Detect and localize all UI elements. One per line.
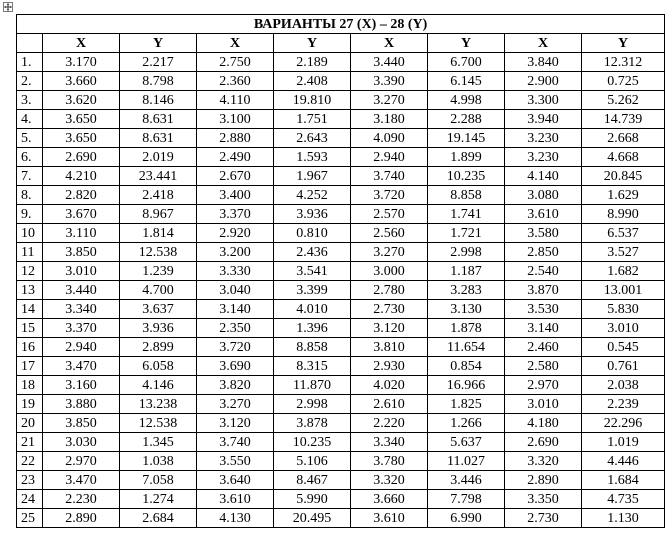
table-row <box>17 433 665 452</box>
x-value-cell: 2.730 <box>505 509 582 528</box>
x-value-cell: 2.570 <box>351 205 428 224</box>
y-value-cell: 7.058 <box>120 471 197 490</box>
x-value-cell: 3.180 <box>351 110 428 129</box>
table-row <box>17 148 665 167</box>
y-value-cell: 1.239 <box>120 262 197 281</box>
y-value-cell: 4.998 <box>428 91 505 110</box>
x-value-cell: 3.340 <box>351 433 428 452</box>
y-value-cell: 2.668 <box>582 129 665 148</box>
x-value-cell: 3.230 <box>505 148 582 167</box>
y-value-cell: 5.830 <box>582 300 665 319</box>
table-row <box>17 357 665 376</box>
y-value-cell: 6.537 <box>582 224 665 243</box>
y-value-cell: 5.262 <box>582 91 665 110</box>
x-value-cell: 3.030 <box>43 433 120 452</box>
x-value-cell: 3.580 <box>505 224 582 243</box>
row-number-cell: 23 <box>17 471 43 490</box>
row-number-cell: 25 <box>17 509 43 528</box>
x-value-cell: 2.690 <box>43 148 120 167</box>
y-value-cell: 11.654 <box>428 338 505 357</box>
row-number-cell: 19 <box>17 395 43 414</box>
x-value-cell: 3.880 <box>43 395 120 414</box>
y-value-cell: 7.798 <box>428 490 505 509</box>
table-row <box>17 376 665 395</box>
column-header-x: X <box>351 34 428 53</box>
row-number-cell: 11 <box>17 243 43 262</box>
y-value-cell: 1.741 <box>428 205 505 224</box>
x-value-cell: 3.160 <box>43 376 120 395</box>
y-value-cell: 19.145 <box>428 129 505 148</box>
y-value-cell: 6.990 <box>428 509 505 528</box>
column-header-x: X <box>43 34 120 53</box>
x-value-cell: 3.390 <box>351 72 428 91</box>
y-value-cell: 2.189 <box>274 53 351 72</box>
table-move-handle-icon[interactable] <box>3 2 13 12</box>
table-row <box>17 91 665 110</box>
variants-table <box>16 14 665 528</box>
row-number-cell: 20 <box>17 414 43 433</box>
x-value-cell: 2.690 <box>505 433 582 452</box>
x-value-cell: 2.490 <box>197 148 274 167</box>
x-value-cell: 2.850 <box>505 243 582 262</box>
x-value-cell: 3.440 <box>43 281 120 300</box>
table-title: ВАРИАНТЫ 27 (X) – 28 (Y) <box>17 15 665 34</box>
table-row <box>17 414 665 433</box>
x-value-cell: 3.110 <box>43 224 120 243</box>
x-value-cell: 2.890 <box>505 471 582 490</box>
x-value-cell: 2.940 <box>43 338 120 357</box>
x-value-cell: 3.780 <box>351 452 428 471</box>
y-value-cell: 0.810 <box>274 224 351 243</box>
x-value-cell: 3.140 <box>197 300 274 319</box>
y-value-cell: 2.436 <box>274 243 351 262</box>
x-value-cell: 2.360 <box>197 72 274 91</box>
row-number-cell: 2. <box>17 72 43 91</box>
row-number-cell: 22 <box>17 452 43 471</box>
x-value-cell: 2.930 <box>351 357 428 376</box>
x-value-cell: 3.640 <box>197 471 274 490</box>
y-value-cell: 2.684 <box>120 509 197 528</box>
table-row <box>17 110 665 129</box>
column-header-y: Y <box>274 34 351 53</box>
table-row <box>17 300 665 319</box>
x-value-cell: 2.900 <box>505 72 582 91</box>
y-value-cell: 1.825 <box>428 395 505 414</box>
x-value-cell: 3.740 <box>197 433 274 452</box>
y-value-cell: 4.252 <box>274 186 351 205</box>
y-value-cell: 1.274 <box>120 490 197 509</box>
y-value-cell: 0.761 <box>582 357 665 376</box>
header-index-cell <box>17 34 43 53</box>
y-value-cell: 5.637 <box>428 433 505 452</box>
table-row <box>17 224 665 243</box>
x-value-cell: 3.660 <box>43 72 120 91</box>
row-number-cell: 24 <box>17 490 43 509</box>
table-body <box>17 53 665 528</box>
table-row <box>17 281 665 300</box>
y-value-cell: 10.235 <box>274 433 351 452</box>
y-value-cell: 0.545 <box>582 338 665 357</box>
y-value-cell: 3.130 <box>428 300 505 319</box>
x-value-cell: 3.270 <box>351 91 428 110</box>
table-row <box>17 471 665 490</box>
y-value-cell: 1.019 <box>582 433 665 452</box>
y-value-cell: 8.146 <box>120 91 197 110</box>
row-number-cell: 4. <box>17 110 43 129</box>
y-value-cell: 3.878 <box>274 414 351 433</box>
y-value-cell: 1.187 <box>428 262 505 281</box>
y-value-cell: 1.345 <box>120 433 197 452</box>
x-value-cell: 3.120 <box>197 414 274 433</box>
y-value-cell: 1.593 <box>274 148 351 167</box>
row-number-cell: 17 <box>17 357 43 376</box>
x-value-cell: 3.100 <box>197 110 274 129</box>
x-value-cell: 2.750 <box>197 53 274 72</box>
y-value-cell: 8.967 <box>120 205 197 224</box>
x-value-cell: 3.720 <box>197 338 274 357</box>
y-value-cell: 2.038 <box>582 376 665 395</box>
y-value-cell: 1.899 <box>428 148 505 167</box>
row-number-cell: 16 <box>17 338 43 357</box>
y-value-cell: 10.235 <box>428 167 505 186</box>
table-row <box>17 72 665 91</box>
y-value-cell: 1.629 <box>582 186 665 205</box>
row-number-cell: 1. <box>17 53 43 72</box>
x-value-cell: 3.320 <box>351 471 428 490</box>
x-value-cell: 2.880 <box>197 129 274 148</box>
table-row <box>17 205 665 224</box>
x-value-cell: 3.550 <box>197 452 274 471</box>
x-value-cell: 2.610 <box>351 395 428 414</box>
x-value-cell: 3.080 <box>505 186 582 205</box>
row-number-cell: 7. <box>17 167 43 186</box>
row-number-cell: 10 <box>17 224 43 243</box>
y-value-cell: 11.027 <box>428 452 505 471</box>
y-value-cell: 14.739 <box>582 110 665 129</box>
row-number-cell: 9. <box>17 205 43 224</box>
y-value-cell: 3.399 <box>274 281 351 300</box>
x-value-cell: 3.120 <box>351 319 428 338</box>
x-value-cell: 2.220 <box>351 414 428 433</box>
x-value-cell: 3.610 <box>197 490 274 509</box>
y-value-cell: 1.684 <box>582 471 665 490</box>
y-value-cell: 0.725 <box>582 72 665 91</box>
y-value-cell: 3.283 <box>428 281 505 300</box>
y-value-cell: 1.751 <box>274 110 351 129</box>
table-row <box>17 490 665 509</box>
x-value-cell: 3.610 <box>351 509 428 528</box>
y-value-cell: 2.643 <box>274 129 351 148</box>
x-value-cell: 2.230 <box>43 490 120 509</box>
y-value-cell: 16.966 <box>428 376 505 395</box>
y-value-cell: 22.296 <box>582 414 665 433</box>
x-value-cell: 3.690 <box>197 357 274 376</box>
x-value-cell: 2.970 <box>43 452 120 471</box>
column-header-y: Y <box>120 34 197 53</box>
x-value-cell: 3.940 <box>505 110 582 129</box>
y-value-cell: 1.878 <box>428 319 505 338</box>
x-value-cell: 3.400 <box>197 186 274 205</box>
y-value-cell: 1.814 <box>120 224 197 243</box>
y-value-cell: 1.266 <box>428 414 505 433</box>
y-value-cell: 11.870 <box>274 376 351 395</box>
x-value-cell: 3.720 <box>351 186 428 205</box>
row-number-cell: 15 <box>17 319 43 338</box>
y-value-cell: 2.998 <box>428 243 505 262</box>
x-value-cell: 3.850 <box>43 414 120 433</box>
row-number-cell: 14 <box>17 300 43 319</box>
x-value-cell: 3.370 <box>197 205 274 224</box>
y-value-cell: 2.239 <box>582 395 665 414</box>
x-value-cell: 3.660 <box>351 490 428 509</box>
y-value-cell: 20.845 <box>582 167 665 186</box>
x-value-cell: 2.580 <box>505 357 582 376</box>
x-value-cell: 2.920 <box>197 224 274 243</box>
y-value-cell: 1.130 <box>582 509 665 528</box>
x-value-cell: 4.210 <box>43 167 120 186</box>
x-value-cell: 2.540 <box>505 262 582 281</box>
x-value-cell: 3.820 <box>197 376 274 395</box>
x-value-cell: 3.350 <box>505 490 582 509</box>
x-value-cell: 4.110 <box>197 91 274 110</box>
x-value-cell: 3.320 <box>505 452 582 471</box>
row-number-cell: 3. <box>17 91 43 110</box>
row-number-cell: 8. <box>17 186 43 205</box>
table-row <box>17 262 665 281</box>
row-number-cell: 12 <box>17 262 43 281</box>
table-row <box>17 129 665 148</box>
x-value-cell: 2.820 <box>43 186 120 205</box>
x-value-cell: 2.670 <box>197 167 274 186</box>
y-value-cell: 3.010 <box>582 319 665 338</box>
y-value-cell: 20.495 <box>274 509 351 528</box>
table-row <box>17 53 665 72</box>
y-value-cell: 4.446 <box>582 452 665 471</box>
x-value-cell: 4.020 <box>351 376 428 395</box>
x-value-cell: 3.040 <box>197 281 274 300</box>
y-value-cell: 13.238 <box>120 395 197 414</box>
y-value-cell: 1.967 <box>274 167 351 186</box>
y-value-cell: 19.810 <box>274 91 351 110</box>
x-value-cell: 2.940 <box>351 148 428 167</box>
column-header-x: X <box>505 34 582 53</box>
table-row <box>17 509 665 528</box>
y-value-cell: 4.146 <box>120 376 197 395</box>
x-value-cell: 4.140 <box>505 167 582 186</box>
table-row <box>17 452 665 471</box>
y-value-cell: 8.467 <box>274 471 351 490</box>
title-row <box>17 15 665 34</box>
x-value-cell: 3.370 <box>43 319 120 338</box>
y-value-cell: 8.631 <box>120 110 197 129</box>
column-header-y: Y <box>582 34 665 53</box>
x-value-cell: 3.200 <box>197 243 274 262</box>
x-value-cell: 2.970 <box>505 376 582 395</box>
y-value-cell: 8.798 <box>120 72 197 91</box>
y-value-cell: 8.990 <box>582 205 665 224</box>
y-value-cell: 1.396 <box>274 319 351 338</box>
table-row <box>17 319 665 338</box>
y-value-cell: 6.700 <box>428 53 505 72</box>
y-value-cell: 1.682 <box>582 262 665 281</box>
table-row <box>17 186 665 205</box>
y-value-cell: 8.858 <box>428 186 505 205</box>
header-row <box>17 34 665 53</box>
y-value-cell: 0.854 <box>428 357 505 376</box>
x-value-cell: 4.090 <box>351 129 428 148</box>
y-value-cell: 2.408 <box>274 72 351 91</box>
y-value-cell: 4.010 <box>274 300 351 319</box>
y-value-cell: 8.858 <box>274 338 351 357</box>
x-value-cell: 3.300 <box>505 91 582 110</box>
y-value-cell: 12.312 <box>582 53 665 72</box>
y-value-cell: 4.735 <box>582 490 665 509</box>
x-value-cell: 3.840 <box>505 53 582 72</box>
x-value-cell: 3.670 <box>43 205 120 224</box>
x-value-cell: 3.170 <box>43 53 120 72</box>
x-value-cell: 3.530 <box>505 300 582 319</box>
y-value-cell: 2.899 <box>120 338 197 357</box>
x-value-cell: 2.730 <box>351 300 428 319</box>
x-value-cell: 3.620 <box>43 91 120 110</box>
x-value-cell: 4.180 <box>505 414 582 433</box>
y-value-cell: 13.001 <box>582 281 665 300</box>
y-value-cell: 2.019 <box>120 148 197 167</box>
row-number-cell: 5. <box>17 129 43 148</box>
row-number-cell: 21 <box>17 433 43 452</box>
x-value-cell: 3.650 <box>43 129 120 148</box>
table-row <box>17 167 665 186</box>
row-number-cell: 6. <box>17 148 43 167</box>
y-value-cell: 5.990 <box>274 490 351 509</box>
y-value-cell: 3.446 <box>428 471 505 490</box>
x-value-cell: 4.130 <box>197 509 274 528</box>
y-value-cell: 3.936 <box>120 319 197 338</box>
x-value-cell: 3.870 <box>505 281 582 300</box>
y-value-cell: 1.038 <box>120 452 197 471</box>
y-value-cell: 8.631 <box>120 129 197 148</box>
x-value-cell: 3.270 <box>197 395 274 414</box>
y-value-cell: 3.637 <box>120 300 197 319</box>
y-value-cell: 4.668 <box>582 148 665 167</box>
x-value-cell: 3.850 <box>43 243 120 262</box>
x-value-cell: 3.140 <box>505 319 582 338</box>
row-number-cell: 18 <box>17 376 43 395</box>
y-value-cell: 3.527 <box>582 243 665 262</box>
y-value-cell: 12.538 <box>120 414 197 433</box>
y-value-cell: 4.700 <box>120 281 197 300</box>
x-value-cell: 3.000 <box>351 262 428 281</box>
y-value-cell: 3.541 <box>274 262 351 281</box>
y-value-cell: 12.538 <box>120 243 197 262</box>
y-value-cell: 5.106 <box>274 452 351 471</box>
y-value-cell: 8.315 <box>274 357 351 376</box>
y-value-cell: 2.288 <box>428 110 505 129</box>
y-value-cell: 2.998 <box>274 395 351 414</box>
y-value-cell: 6.058 <box>120 357 197 376</box>
x-value-cell: 3.010 <box>505 395 582 414</box>
x-value-cell: 2.780 <box>351 281 428 300</box>
x-value-cell: 2.350 <box>197 319 274 338</box>
x-value-cell: 3.330 <box>197 262 274 281</box>
x-value-cell: 3.010 <box>43 262 120 281</box>
x-value-cell: 3.440 <box>351 53 428 72</box>
y-value-cell: 2.217 <box>120 53 197 72</box>
x-value-cell: 3.270 <box>351 243 428 262</box>
x-value-cell: 2.460 <box>505 338 582 357</box>
x-value-cell: 3.470 <box>43 471 120 490</box>
x-value-cell: 3.740 <box>351 167 428 186</box>
x-value-cell: 3.340 <box>43 300 120 319</box>
x-value-cell: 3.470 <box>43 357 120 376</box>
row-number-cell: 13 <box>17 281 43 300</box>
x-value-cell: 3.610 <box>505 205 582 224</box>
y-value-cell: 23.441 <box>120 167 197 186</box>
x-value-cell: 3.650 <box>43 110 120 129</box>
x-value-cell: 3.810 <box>351 338 428 357</box>
table-row <box>17 395 665 414</box>
y-value-cell: 6.145 <box>428 72 505 91</box>
y-value-cell: 3.936 <box>274 205 351 224</box>
x-value-cell: 2.890 <box>43 509 120 528</box>
table-row <box>17 338 665 357</box>
column-header-x: X <box>197 34 274 53</box>
y-value-cell: 1.721 <box>428 224 505 243</box>
x-value-cell: 2.560 <box>351 224 428 243</box>
table-row <box>17 243 665 262</box>
x-value-cell: 3.230 <box>505 129 582 148</box>
column-header-y: Y <box>428 34 505 53</box>
y-value-cell: 2.418 <box>120 186 197 205</box>
